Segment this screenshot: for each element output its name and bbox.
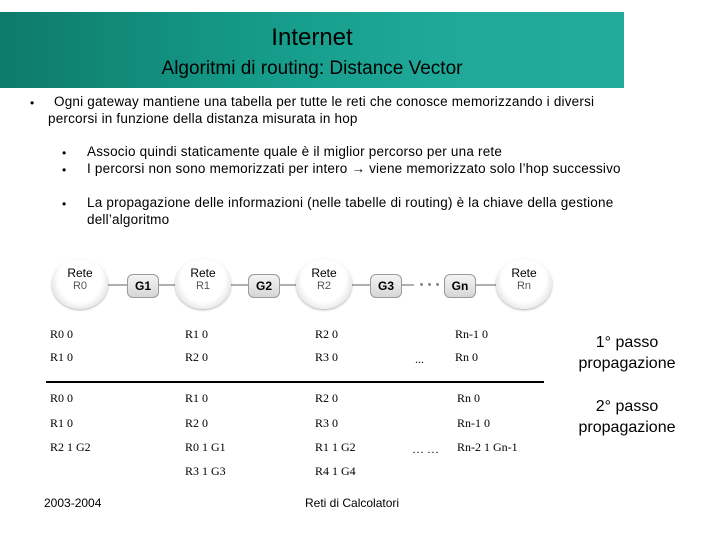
step2-cell: Rn-2 1 Gn-1	[457, 440, 518, 454]
step2-cell: R1 1 G2	[315, 440, 356, 454]
step2-cell: R2 1 G2	[50, 440, 91, 454]
bullet-icon: •	[30, 96, 35, 110]
link-line	[400, 284, 414, 286]
network-label: Rete	[511, 266, 537, 280]
network-label: Rete	[67, 266, 93, 280]
network-id: R0	[72, 280, 88, 292]
slide-title: Internet	[271, 24, 353, 51]
link-line	[278, 284, 298, 286]
step1-cell: Rn-1 0	[455, 327, 488, 341]
step2-cell: R1 0	[185, 391, 209, 405]
gateway-g3: G3	[370, 274, 402, 298]
link-line	[108, 284, 128, 286]
step2-label: 2° passo propagazione	[578, 398, 676, 436]
link-line	[474, 284, 498, 286]
divider-line	[46, 381, 544, 383]
bullet-icon: •	[62, 146, 67, 160]
step1-ellipsis: ...	[415, 352, 424, 366]
link-line	[350, 284, 370, 286]
step1-cell: R2 0	[185, 350, 209, 364]
step1-cell: R1 0	[50, 350, 74, 364]
gateway-gn: Gn	[444, 274, 476, 298]
bullet-icon: •	[62, 197, 67, 211]
step2-cell: R3 0	[315, 416, 339, 430]
gateway-g1: G1	[127, 274, 159, 298]
step2-cell: R3 1 G3	[185, 464, 226, 478]
ellipsis-dot	[436, 283, 439, 286]
step1-cell: R1 0	[185, 327, 209, 341]
network-r1	[175, 259, 231, 309]
sub-bullet-2: I percorsi non sono memorizzati per intero → viene memorizzato solo l’hop successivo	[87, 161, 621, 176]
gateway-g2: G2	[248, 274, 280, 298]
sub-bullet-3: La propagazione delle informazioni (nelle tabelle di routing) è la chiave della gestione dell’algoritmo	[87, 195, 614, 227]
network-r2	[296, 259, 352, 309]
step2-cell: R1 0	[50, 416, 74, 430]
step2-cell: R0 0	[50, 391, 74, 405]
network-id: Rn	[516, 280, 532, 292]
step1-cell: Rn 0	[455, 350, 479, 364]
step1-label: 1° passo propagazione	[578, 334, 676, 372]
step1-cell: R3 0	[315, 350, 339, 364]
step2-cell: R2 0	[185, 416, 209, 430]
step1-cell: R2 0	[315, 327, 339, 341]
network-id: R1	[195, 280, 211, 292]
link-line	[230, 284, 248, 286]
step2-cell: Rn 0	[457, 391, 481, 405]
footer-course: Reti di Calcolatori	[305, 496, 400, 510]
step2-cell: R4 1 G4	[315, 464, 356, 478]
step1-cell: R0 0	[50, 327, 74, 341]
network-r0	[52, 259, 108, 309]
footer-year: 2003-2004	[44, 496, 102, 510]
intro-text: Ogni gateway mantiene una tabella per tutte le reti che conosce memorizzando i diversi percorsi in funzione della distanza misurata in hop	[48, 94, 595, 126]
step2-ellipsis: … …	[412, 442, 439, 456]
sub-bullet-1: Associo quindi staticamente quale è il miglior percorso per una rete	[87, 144, 503, 159]
network-id: R2	[316, 280, 332, 292]
network-label: Rete	[311, 266, 337, 280]
step2-cell: R2 0	[315, 391, 339, 405]
ellipsis-dot	[428, 283, 431, 286]
ellipsis-dot	[420, 283, 423, 286]
bullet-icon: •	[62, 163, 67, 177]
step2-cell: Rn-1 0	[457, 416, 490, 430]
slide-subtitle: Algoritmi di routing: Distance Vector	[161, 58, 463, 79]
step2-cell: R0 1 G1	[185, 440, 226, 454]
network-label: Rete	[190, 266, 216, 280]
network-rn	[496, 259, 552, 309]
